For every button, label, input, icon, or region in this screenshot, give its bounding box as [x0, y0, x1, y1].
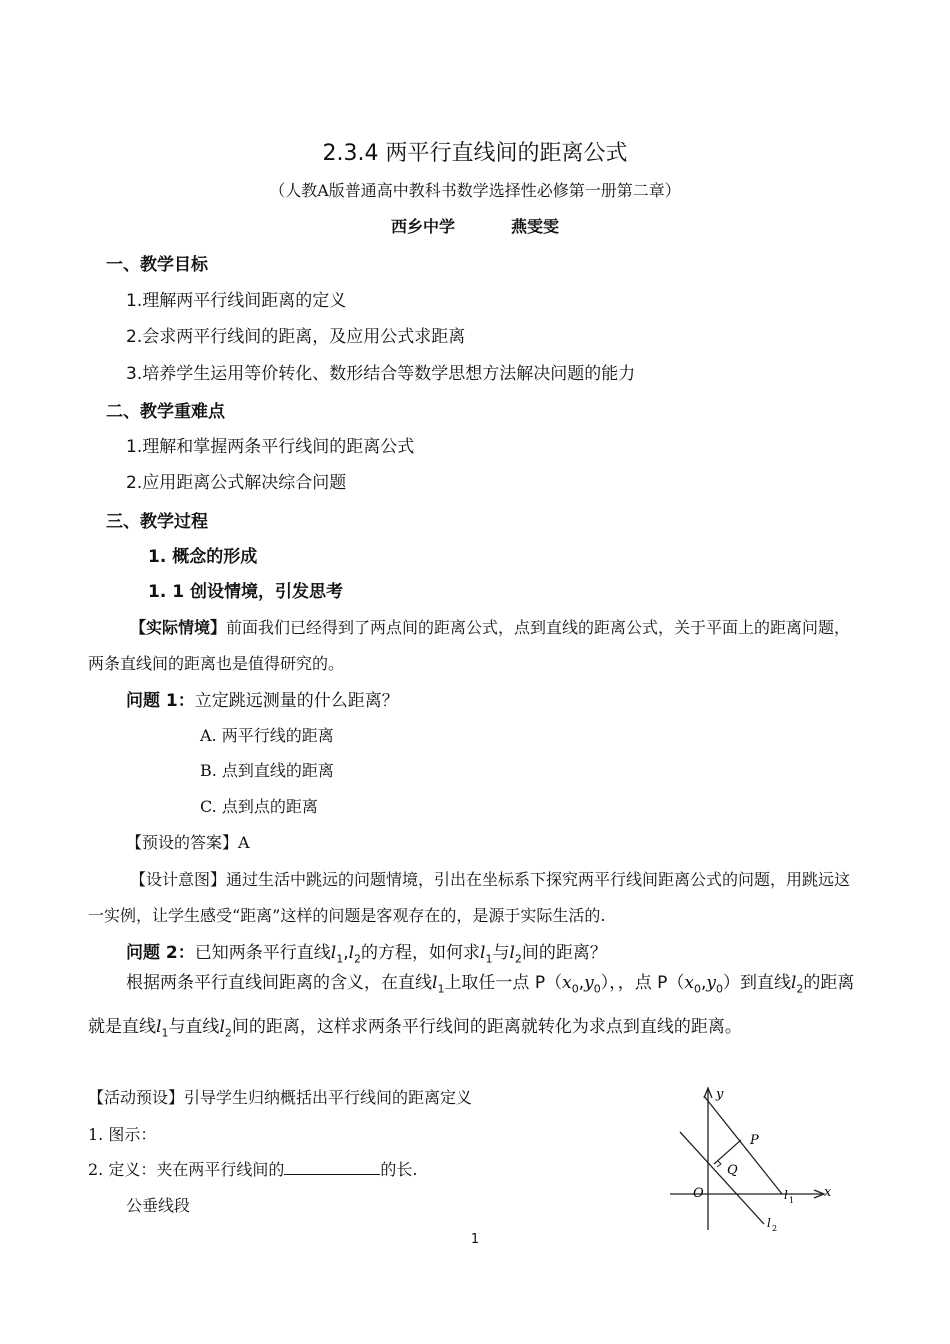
right-angle-mark [717, 1161, 721, 1167]
design-paragraph [88, 862, 862, 934]
perpendicular-segment [714, 1140, 741, 1164]
label-origin: O [693, 1186, 704, 1201]
subscript: 2 [514, 952, 522, 966]
keypoint-item: 2.应用距离公式解决综合问题 [126, 473, 347, 493]
line-symbol: l [219, 1017, 225, 1038]
line-l1 [704, 1096, 782, 1194]
label-l1: l [784, 1188, 788, 1202]
page-number: 1 [470, 1232, 480, 1247]
explain-paragraph: 根据两条平行直线间距离的含义，在直线$l_1$上取任一点 $P(x_0,y_0)$，，点 $P(x_0,y_0)$到直线$l_2$的距离就是直线$l_1$与直线$l_2$间的距离，这样求两条平行线间的距离就转化为求点到直线的距离。 [88, 973, 855, 1040]
label-y: y [716, 1087, 724, 1102]
subscript: 1 [161, 1026, 169, 1040]
page-title: 2.3.4 两平行直线间的距离公式 [322, 141, 628, 166]
goal-item: 1.理解两平行线间距离的定义 [126, 291, 347, 311]
line-symbol: l [509, 943, 515, 963]
line-symbol: l [348, 943, 355, 963]
subscript: 2 [224, 1026, 232, 1040]
line-symbol: l [156, 1017, 162, 1038]
subscript: 1 [437, 982, 445, 996]
subtitle: （人教A版普通高中教科书数学选择性必修第一册第二章） [269, 181, 681, 200]
subscript: 2 [354, 952, 362, 966]
explain-text: ）到直线 [722, 973, 791, 993]
explain-text: 与直线 [168, 1017, 220, 1038]
author-name: 燕雯雯 [511, 217, 560, 236]
parallel-lines-figure [660, 1082, 850, 1232]
design-label: 【设计意图】 [130, 870, 227, 889]
label-q: Q [727, 1163, 738, 1178]
heading-goals: 一、教学目标 [106, 255, 208, 275]
option-c: C. 点到点的距离 [200, 797, 318, 816]
situation-label: 【实际情境】 [130, 618, 227, 637]
subscript: 1 [336, 952, 344, 966]
keypoint-item: 1.理解和掌握两条平行线间的距离公式 [126, 437, 415, 457]
line-symbol: l [330, 943, 337, 963]
explain-text: 间的距离，这样求两条平行线间的距离就转化为求点到直线的距离。 [231, 1017, 742, 1038]
answer-blank [284, 1160, 380, 1175]
explain-text: 的距离就是直线 [88, 973, 855, 1038]
goal-item: 2.会求两平行线间的距离，及应用公式求距离 [126, 327, 466, 347]
label-p: P [750, 1133, 759, 1148]
subscript: 2 [796, 982, 804, 996]
goal-item: 3.培养学生运用等价转化、数形结合等数学思想方法解决问题的能力 [126, 364, 636, 384]
activity-label: 【活动预设】引导学生归纳概括出平行线间的距离定义 [88, 1088, 473, 1107]
preset-answer: 【预设的答案】A [126, 833, 250, 852]
situation-text: 前面我们已经得到了两点间的距离公式，点到直线的距离公式，关于平面上的距离问题，两条直线间的距离也是值得研究的。 [88, 618, 851, 673]
label-l2-subscript: 2 [772, 1224, 778, 1232]
design-text: 通过生活中跳远的问题情境，引出在坐标系下探究两平行线间距离公式的问题，用跳远这一实例，让学生感受“距离”这样的问题是客观存在的，是源于实际生活的. [88, 870, 851, 925]
question-1 [126, 686, 399, 711]
activity-answer: 公垂线段 [126, 1196, 191, 1215]
q2-text: 的方程，如何求 [361, 943, 481, 963]
q2-text: 间的距离？ [521, 943, 607, 963]
definition-text: 2. 定义：夹在两平行线间的 [88, 1160, 285, 1179]
explain-text: 根据两条平行直线间距离的含义，在直线 [126, 973, 432, 993]
label-l2: l [767, 1216, 771, 1230]
label-x: x [824, 1185, 832, 1200]
heading-keypoints: 二、教学重难点 [106, 402, 225, 422]
heading-process: 三、教学过程 [106, 512, 208, 532]
line-symbol: l [480, 943, 486, 963]
option-b: B. 点到直线的距离 [200, 761, 334, 780]
q2-text: 与 [492, 943, 510, 963]
q2-label: 问题 2： [126, 943, 195, 963]
situation-paragraph [88, 610, 862, 682]
explain-text: ），，点 P（ [600, 973, 685, 993]
subheading-situation: 1. 1 创设情境，引发思考 [148, 582, 343, 602]
subscript: 1 [485, 952, 493, 966]
author-line [0, 214, 950, 237]
q1-label: 问题 1： [126, 691, 195, 711]
option-a: A. 两平行线的距离 [200, 726, 334, 745]
definition-text: 的长. [380, 1160, 418, 1179]
label-l1-subscript: 1 [789, 1196, 795, 1205]
school: 西乡中学 [390, 217, 455, 236]
q2-text: 已知两条平行直线 [194, 943, 331, 963]
line-symbol: l [790, 973, 797, 993]
explain-text: 上取任一点 P（ [444, 973, 563, 993]
activity-item-1: 1. 图示： [88, 1125, 157, 1144]
q1-text: 立定跳远测量的什么距离？ [194, 691, 399, 711]
subheading-concept: 1. 概念的形成 [148, 547, 258, 567]
question-2: 问题 2：已知两条平行直线$l_1,l_2$的方程，如何求$l_1$与$l_2$间的距离？ [126, 943, 607, 966]
line-symbol: l [432, 973, 438, 993]
activity-item-2 [88, 1157, 417, 1180]
